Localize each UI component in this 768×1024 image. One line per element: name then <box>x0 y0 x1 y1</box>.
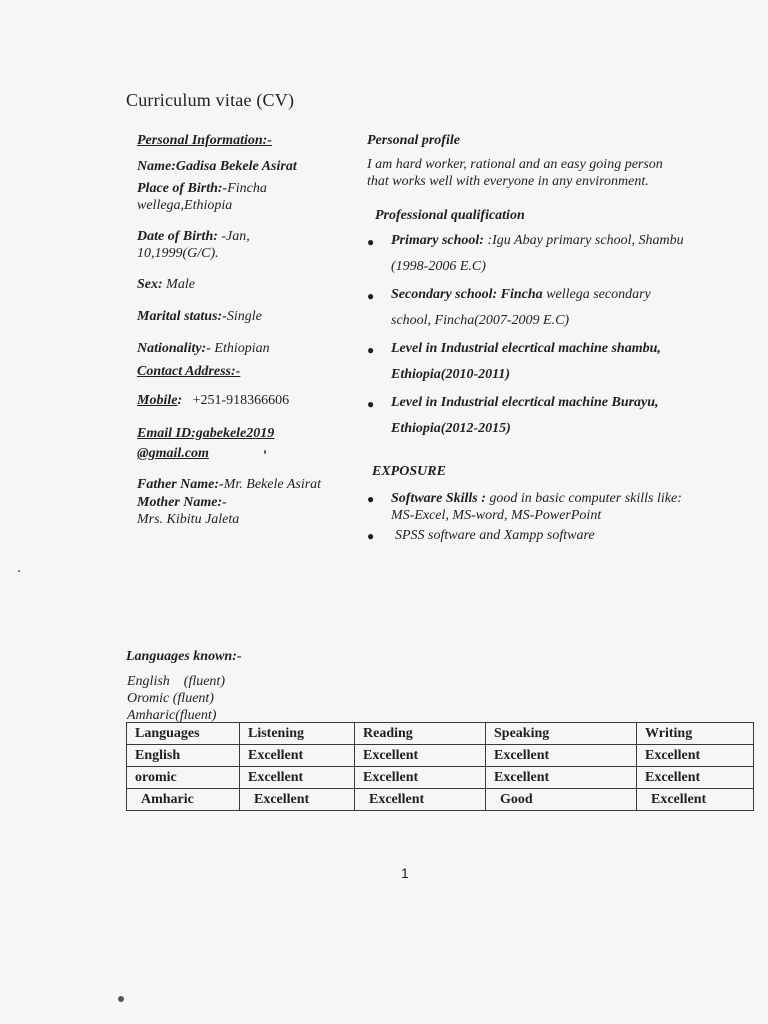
table-cell: Excellent <box>240 789 355 811</box>
father-label: Father Name:- <box>137 477 224 492</box>
bullet-icon: ● <box>367 529 375 543</box>
document-title: Curriculum vitae (CV) <box>126 90 295 110</box>
table-cell: Excellent <box>637 767 754 789</box>
mobile-colon: : <box>177 393 183 408</box>
table-row <box>127 767 754 789</box>
sex-row <box>137 276 352 293</box>
father-value: Mr. Bekele Asirat <box>223 477 322 492</box>
bullet-icon: ● <box>367 235 375 249</box>
exposure-text: SPSS software and Xampp software <box>395 528 595 543</box>
marital-row <box>137 308 352 325</box>
marital-value: Single <box>226 309 262 324</box>
marital-label: Marital status:- <box>137 309 227 324</box>
table-cell: Excellent <box>355 789 486 811</box>
name-value: Gadisa Bekele Asirat <box>175 159 297 174</box>
father-row <box>137 476 352 493</box>
table-header-row <box>127 723 754 745</box>
table-header-cell: Reading <box>355 723 486 745</box>
name-row <box>137 158 352 175</box>
mobile-row <box>137 392 352 409</box>
exposure-heading: EXPOSURE <box>372 464 446 479</box>
table-header-cell: Writing <box>637 723 754 745</box>
qualification-heading: Professional qualification <box>375 208 525 223</box>
sex-value: Male <box>166 277 195 292</box>
table-cell: Excellent <box>240 767 355 789</box>
name-label: Name: <box>137 159 176 174</box>
bullet-icon: ● <box>367 397 375 411</box>
table-cell: Excellent <box>240 745 355 767</box>
sex-label: Sex: <box>137 277 163 292</box>
table-cell: Excellent <box>637 789 754 811</box>
birthplace-value: Fincha <box>227 181 267 196</box>
table-cell: Amharic <box>127 789 240 811</box>
qualification-text: Secondary school: Fincha wellega secondary school, Fincha(2007-2009 E.C) <box>391 287 651 328</box>
email-row <box>137 425 352 466</box>
table-header-cell: Speaking <box>486 723 637 745</box>
nationality-row <box>137 340 352 357</box>
languages-heading: Languages known:- <box>126 649 242 664</box>
language-item: Oromic (fluent) <box>127 691 214 706</box>
mobile-value: +251-918366606 <box>192 393 290 408</box>
mother-label: Mother Name:- <box>137 495 227 510</box>
mobile-label: Mobile <box>137 393 178 408</box>
email-domain: @gmail.com <box>137 446 209 461</box>
table-cell: Good <box>486 789 637 811</box>
profile-heading: Personal profile <box>367 133 460 148</box>
table-cell: Excellent <box>486 745 637 767</box>
nationality-value: Ethiopian <box>214 341 270 356</box>
dob-value-2: 10,1999(G/C). <box>137 246 219 261</box>
languages-list <box>127 673 225 724</box>
dob-label: Date of Birth: <box>137 229 218 244</box>
qualification-item <box>367 282 757 338</box>
qualification-item <box>367 228 757 284</box>
table-row <box>127 789 754 811</box>
exposure-text: Software Skills : good in basic computer skills like: MS-Excel, MS-word, MS-PowerPoint <box>391 491 682 523</box>
mother-value: Mrs. Kibitu Jaleta <box>137 512 240 527</box>
birthplace-label: Place of Birth:- <box>137 181 228 196</box>
table-cell: Excellent <box>637 745 754 767</box>
page-number: 1 <box>401 865 409 881</box>
nationality-label: Nationality:- <box>137 341 211 356</box>
personal-info-heading: Personal Information:- <box>137 133 272 148</box>
table-cell: Excellent <box>486 767 637 789</box>
scan-speck <box>18 570 20 572</box>
qualification-text: Level in Industrial elecrtical machine shambu, Ethiopia(2010-2011) <box>391 341 661 382</box>
profile-line-2: that works well with everyone in any environment. <box>367 174 649 189</box>
languages-table <box>126 722 754 811</box>
scan-speck <box>264 450 266 454</box>
profile-line-1: I am hard worker, rational and an easy going person <box>367 157 663 172</box>
table-cell: oromic <box>127 767 240 789</box>
birthplace-row <box>137 180 352 214</box>
email-label: Email ID:gabekele2019 <box>137 426 275 441</box>
dob-row <box>137 228 352 262</box>
language-item: English (fluent) <box>127 674 225 689</box>
scan-speck <box>118 996 124 1002</box>
qualification-text: Primary school: :Igu Abay primary school, Shambu (1998-2006 E.C) <box>391 233 684 274</box>
contact-address-heading: Contact Address:- <box>137 364 241 379</box>
table-header-cell: Listening <box>240 723 355 745</box>
mother-row <box>137 494 352 528</box>
qualification-item <box>367 390 757 446</box>
qualification-text: Level in Industrial elecrtical machine Burayu, Ethiopia(2012-2015) <box>391 395 659 436</box>
dob-value: -Jan, <box>221 229 250 244</box>
table-cell: English <box>127 745 240 767</box>
bullet-icon: ● <box>367 343 375 357</box>
bullet-icon: ● <box>367 492 375 506</box>
table-cell: Excellent <box>355 767 486 789</box>
qualification-item <box>367 336 757 392</box>
table-header-cell: Languages <box>127 723 240 745</box>
software-skills-label: Software Skills : <box>391 491 486 506</box>
table-cell: Excellent <box>355 745 486 767</box>
birthplace-value-2: wellega,Ethiopia <box>137 198 233 213</box>
language-item: Amharic(fluent) <box>127 708 217 723</box>
bullet-icon: ● <box>367 289 375 303</box>
table-row <box>127 745 754 767</box>
